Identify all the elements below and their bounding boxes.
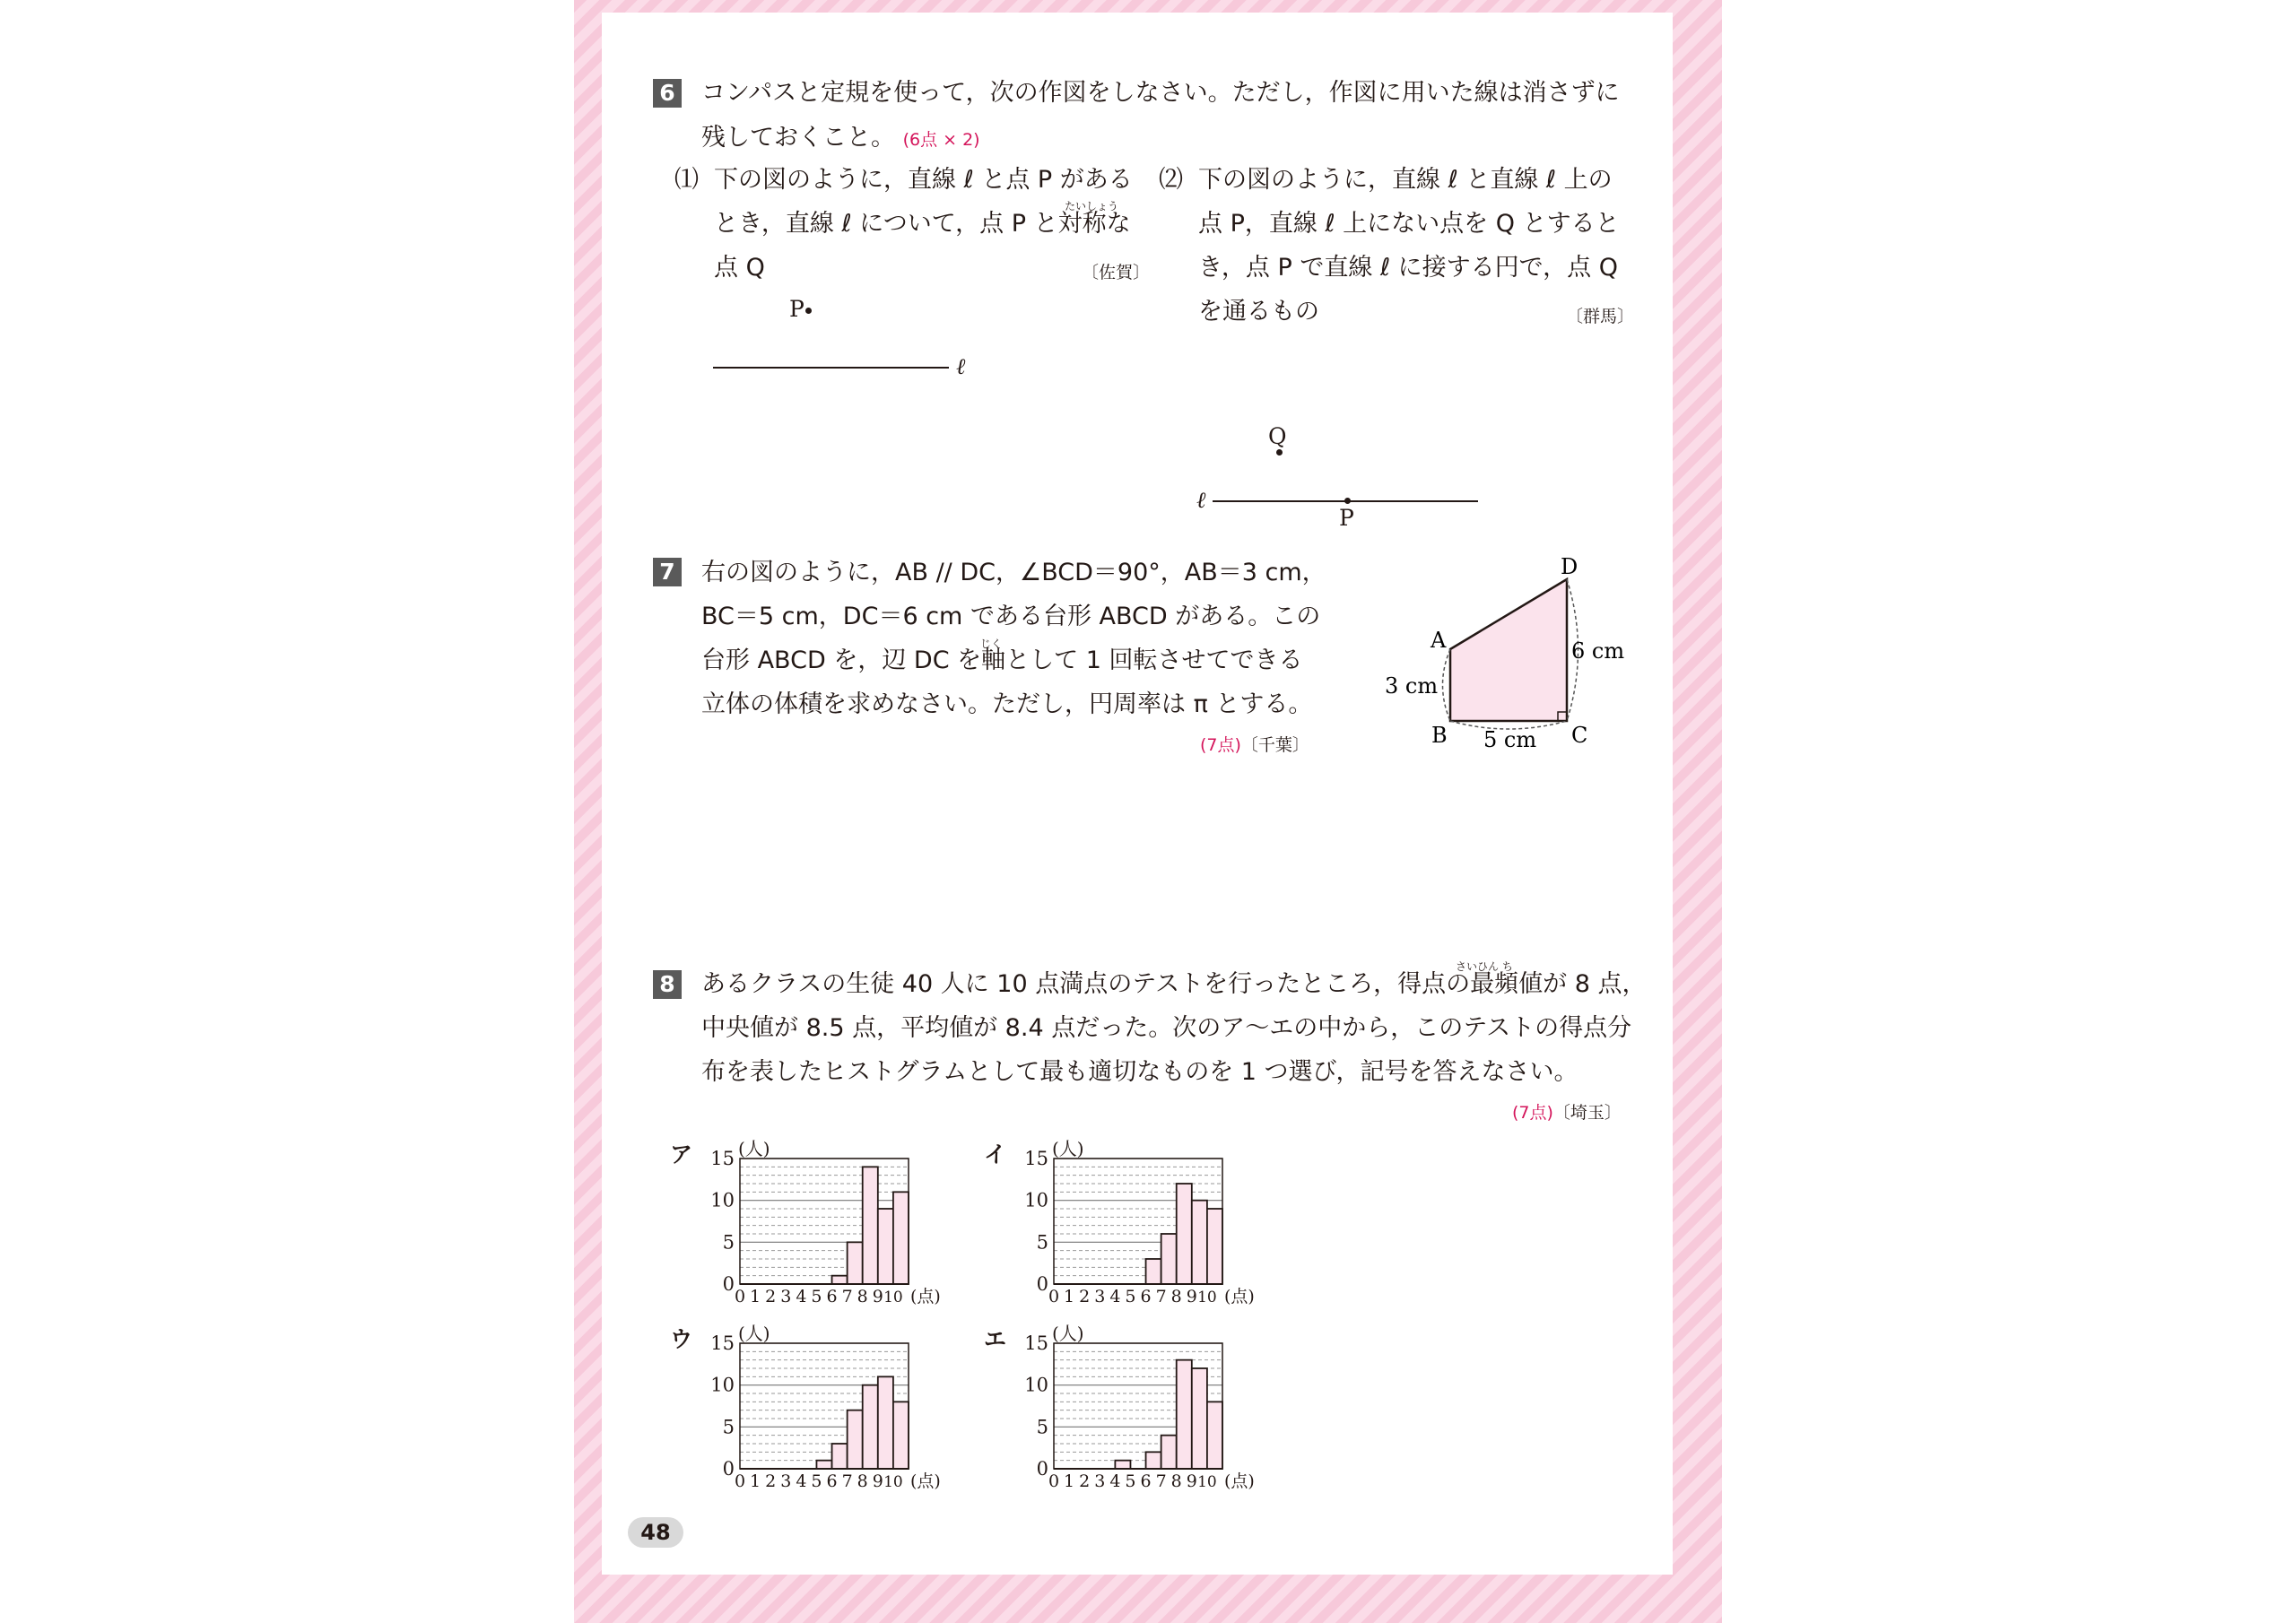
x-tick-label: 9 [872, 1471, 883, 1491]
y-tick-label: 5 [1036, 1231, 1048, 1254]
histogram-bar [832, 1276, 848, 1284]
y-tick-label: 15 [710, 1332, 735, 1354]
y-tick-label: 15 [1024, 1332, 1048, 1354]
question-8-number: 8 [653, 970, 682, 999]
x-tick-label: 10 [883, 1289, 903, 1306]
histogram-bar [1146, 1452, 1161, 1469]
y-tick-label: 15 [710, 1148, 735, 1169]
x-tick-label: 2 [1079, 1471, 1091, 1491]
histogram-bar [878, 1376, 893, 1469]
x-tick-label: 4 [796, 1471, 807, 1491]
histogram-bar [848, 1410, 863, 1469]
x-tick-label: 4 [796, 1287, 807, 1306]
q6-p2-p-label: P [1339, 505, 1354, 531]
histogram-bar [893, 1192, 909, 1284]
x-axis-label: (点) [1224, 1471, 1255, 1491]
option-label: イ [984, 1141, 1007, 1167]
y-tick-label: 10 [1024, 1374, 1048, 1396]
y-tick-label: 0 [1036, 1273, 1048, 1295]
histogram-bar [878, 1209, 893, 1284]
x-axis-label: (点) [910, 1287, 941, 1306]
vertex-a: A [1431, 628, 1447, 653]
option-label: ウ [670, 1326, 693, 1352]
x-tick-label: 0 [734, 1471, 746, 1491]
x-tick-label: 2 [765, 1287, 777, 1306]
q6-p1-line-l [713, 367, 949, 369]
histogram-bar [1192, 1201, 1207, 1284]
histogram-i [982, 1139, 1305, 1318]
y-tick-label: 10 [710, 1189, 735, 1211]
q8-line2: 中央値が 8.5 点，平均値が 8.4 点だった。次のア～エの中から，このテストの得点分 [701, 1014, 1632, 1042]
x-tick-label: 5 [811, 1287, 822, 1306]
histogram-a [668, 1139, 991, 1318]
q7-ruby: じく [980, 638, 1003, 650]
x-tick-label: 8 [1170, 1471, 1182, 1491]
x-tick-label: 0 [1048, 1471, 1060, 1491]
x-tick-label: 10 [883, 1473, 903, 1491]
x-tick-label: 3 [1094, 1471, 1106, 1491]
q6-p2-line-label: ℓ [1196, 487, 1206, 513]
x-tick-label: 5 [811, 1471, 822, 1491]
y-axis-label: (人) [738, 1139, 770, 1159]
x-tick-label: 6 [826, 1287, 838, 1306]
q6-p1-point-label: P [789, 296, 804, 322]
x-tick-label: 8 [1170, 1287, 1182, 1306]
y-tick-label: 5 [1036, 1416, 1048, 1438]
x-tick-label: 3 [780, 1471, 792, 1491]
y-tick-label: 10 [710, 1374, 735, 1396]
x-tick-label: 2 [765, 1471, 777, 1491]
q7-trapezoid-figure [1381, 547, 1641, 753]
y-tick-label: 0 [722, 1458, 735, 1480]
option-label: ア [670, 1141, 693, 1167]
y-tick-label: 0 [722, 1273, 735, 1295]
q6-p1-line-label: ℓ [956, 353, 966, 379]
histogram-u [668, 1324, 991, 1503]
x-tick-label: 1 [750, 1287, 761, 1306]
y-tick-label: 15 [1024, 1148, 1048, 1169]
histogram-bar [1177, 1360, 1192, 1469]
length-dc: 6 cm [1571, 638, 1625, 664]
q6-p1-source: 〔佐賀〕 [1082, 263, 1151, 282]
histogram-bar [1192, 1368, 1207, 1469]
x-tick-label: 3 [780, 1287, 792, 1306]
q6-p2-source: 〔群馬〕 [1566, 307, 1635, 326]
x-tick-label: 4 [1109, 1471, 1121, 1491]
q7-points-row [1200, 732, 1309, 756]
x-tick-label: 10 [1197, 1473, 1217, 1491]
q6-p1-point-p [805, 308, 812, 314]
question-7-number: 7 [653, 558, 682, 586]
q6-p1-line1: 下の図のように，直線 ℓ と点 P がある [714, 166, 1133, 194]
histogram-e [982, 1324, 1305, 1503]
vertex-b: B [1431, 723, 1448, 748]
q6-p2-line3: き，点 P で直線 ℓ に接する円で，点 Q [1198, 254, 1618, 282]
x-tick-label: 0 [1048, 1287, 1060, 1306]
x-tick-label: 4 [1109, 1287, 1121, 1306]
q8-points: (7点) [1512, 1103, 1553, 1123]
y-axis-label: (人) [1052, 1139, 1084, 1159]
q7-line1: 右の図のように，AB // DC，∠BCD＝90°，AB＝3 cm， [701, 559, 1326, 586]
y-axis-label: (人) [1052, 1324, 1084, 1344]
q6-points: (6点 × 2) [902, 130, 980, 150]
q6-p2-point-p [1344, 498, 1351, 504]
x-tick-label: 8 [857, 1471, 868, 1491]
option-label: エ [984, 1326, 1007, 1352]
q8-line1: あるクラスの生徒 40 人に 10 点満点のテストを行ったところ，得点の最頻値が 8 点， [701, 970, 1647, 998]
histogram-bar [863, 1385, 878, 1469]
y-tick-label: 10 [1024, 1189, 1048, 1211]
vertex-c: C [1571, 723, 1588, 748]
q7-source: 〔千葉〕 [1240, 735, 1309, 755]
histogram-bar [832, 1444, 848, 1469]
q6-p1-number: ⑴ [674, 166, 699, 194]
x-tick-label: 6 [1140, 1471, 1152, 1491]
histogram-bar [1115, 1461, 1130, 1469]
q6-p2-line2: 点 P，直線 ℓ 上にない点を Q とすると [1198, 210, 1620, 238]
vertex-d: D [1561, 554, 1578, 579]
histogram-bar [1207, 1209, 1222, 1284]
q6-p2-point-q [1276, 449, 1283, 456]
page-number: 48 [628, 1517, 683, 1548]
histogram-bar [816, 1461, 831, 1469]
question-6-number: 6 [653, 79, 682, 108]
histogram-bar [863, 1167, 878, 1284]
x-tick-label: 0 [734, 1287, 746, 1306]
q6-p2-q-label: Q [1268, 423, 1287, 449]
q6-p1-line3: 点 Q [714, 254, 765, 282]
histogram-bar [893, 1402, 909, 1469]
q6-p2-line4: を通るもの [1198, 298, 1319, 325]
x-axis-label: (点) [910, 1471, 941, 1491]
x-tick-label: 5 [1125, 1471, 1136, 1491]
histogram-bar [1177, 1184, 1192, 1284]
x-tick-label: 8 [857, 1287, 868, 1306]
histogram-bar [848, 1242, 863, 1284]
x-tick-label: 6 [826, 1471, 838, 1491]
x-axis-label: (点) [1224, 1287, 1255, 1306]
q8-ruby: さいひん ち [1456, 960, 1513, 973]
x-tick-label: 9 [1186, 1287, 1197, 1306]
q8-line3: 布を表したヒストグラムとして最も適切なものを 1 つ選び，記号を答えなさい。 [701, 1058, 1578, 1086]
x-tick-label: 3 [1094, 1287, 1106, 1306]
x-tick-label: 9 [872, 1287, 883, 1306]
q6-p2-number: ⑵ [1159, 166, 1183, 194]
x-tick-label: 7 [1155, 1287, 1167, 1306]
q7-points: (7点) [1200, 735, 1241, 755]
length-bc: 5 cm [1483, 727, 1537, 752]
y-tick-label: 5 [722, 1231, 735, 1254]
histogram-bar [1161, 1234, 1177, 1284]
q6-instruction-line2: 残しておくこと。 [701, 124, 895, 152]
y-tick-label: 0 [1036, 1458, 1048, 1480]
q6-p1-ruby: たいしょう [1065, 200, 1119, 213]
x-tick-label: 7 [841, 1471, 853, 1491]
x-tick-label: 7 [841, 1287, 853, 1306]
x-tick-label: 1 [1064, 1471, 1075, 1491]
q7-line3: 台形 ABCD を，辺 DC を軸として 1 回転させてできる [701, 647, 1303, 674]
x-tick-label: 1 [750, 1471, 761, 1491]
histogram-bar [1146, 1259, 1161, 1284]
trapezoid-abcd [1450, 579, 1567, 721]
x-tick-label: 5 [1125, 1287, 1136, 1306]
q8-points-row [1512, 1099, 1622, 1124]
x-tick-label: 2 [1079, 1287, 1091, 1306]
length-ab: 3 cm [1385, 673, 1439, 699]
q7-line2: BC＝5 cm，DC＝6 cm である台形 ABCD がある。この [701, 603, 1321, 630]
q6-instruction-line1: コンパスと定規を使って，次の作図をしなさい。ただし，作図に用いた線は消さずに [701, 79, 1620, 107]
y-axis-label: (人) [738, 1324, 770, 1344]
q7-line4: 立体の体積を求めなさい。ただし，円周率は π とする。 [701, 690, 1313, 718]
x-tick-label: 6 [1140, 1287, 1152, 1306]
brace-ab [1443, 649, 1451, 721]
q6-p1-line2: とき，直線 ℓ について，点 P と対称な [714, 210, 1131, 238]
x-tick-label: 1 [1064, 1287, 1075, 1306]
q8-source: 〔埼玉〕 [1552, 1103, 1622, 1123]
histogram-bar [1207, 1402, 1222, 1469]
y-tick-label: 5 [722, 1416, 735, 1438]
x-tick-label: 7 [1155, 1471, 1167, 1491]
histogram-bar [1161, 1436, 1177, 1469]
x-tick-label: 10 [1197, 1289, 1217, 1306]
q6-p2-line1: 下の図のように，直線 ℓ と直線 ℓ 上の [1198, 166, 1613, 194]
q6-instruction-line2-row [701, 117, 980, 161]
x-tick-label: 9 [1186, 1471, 1197, 1491]
